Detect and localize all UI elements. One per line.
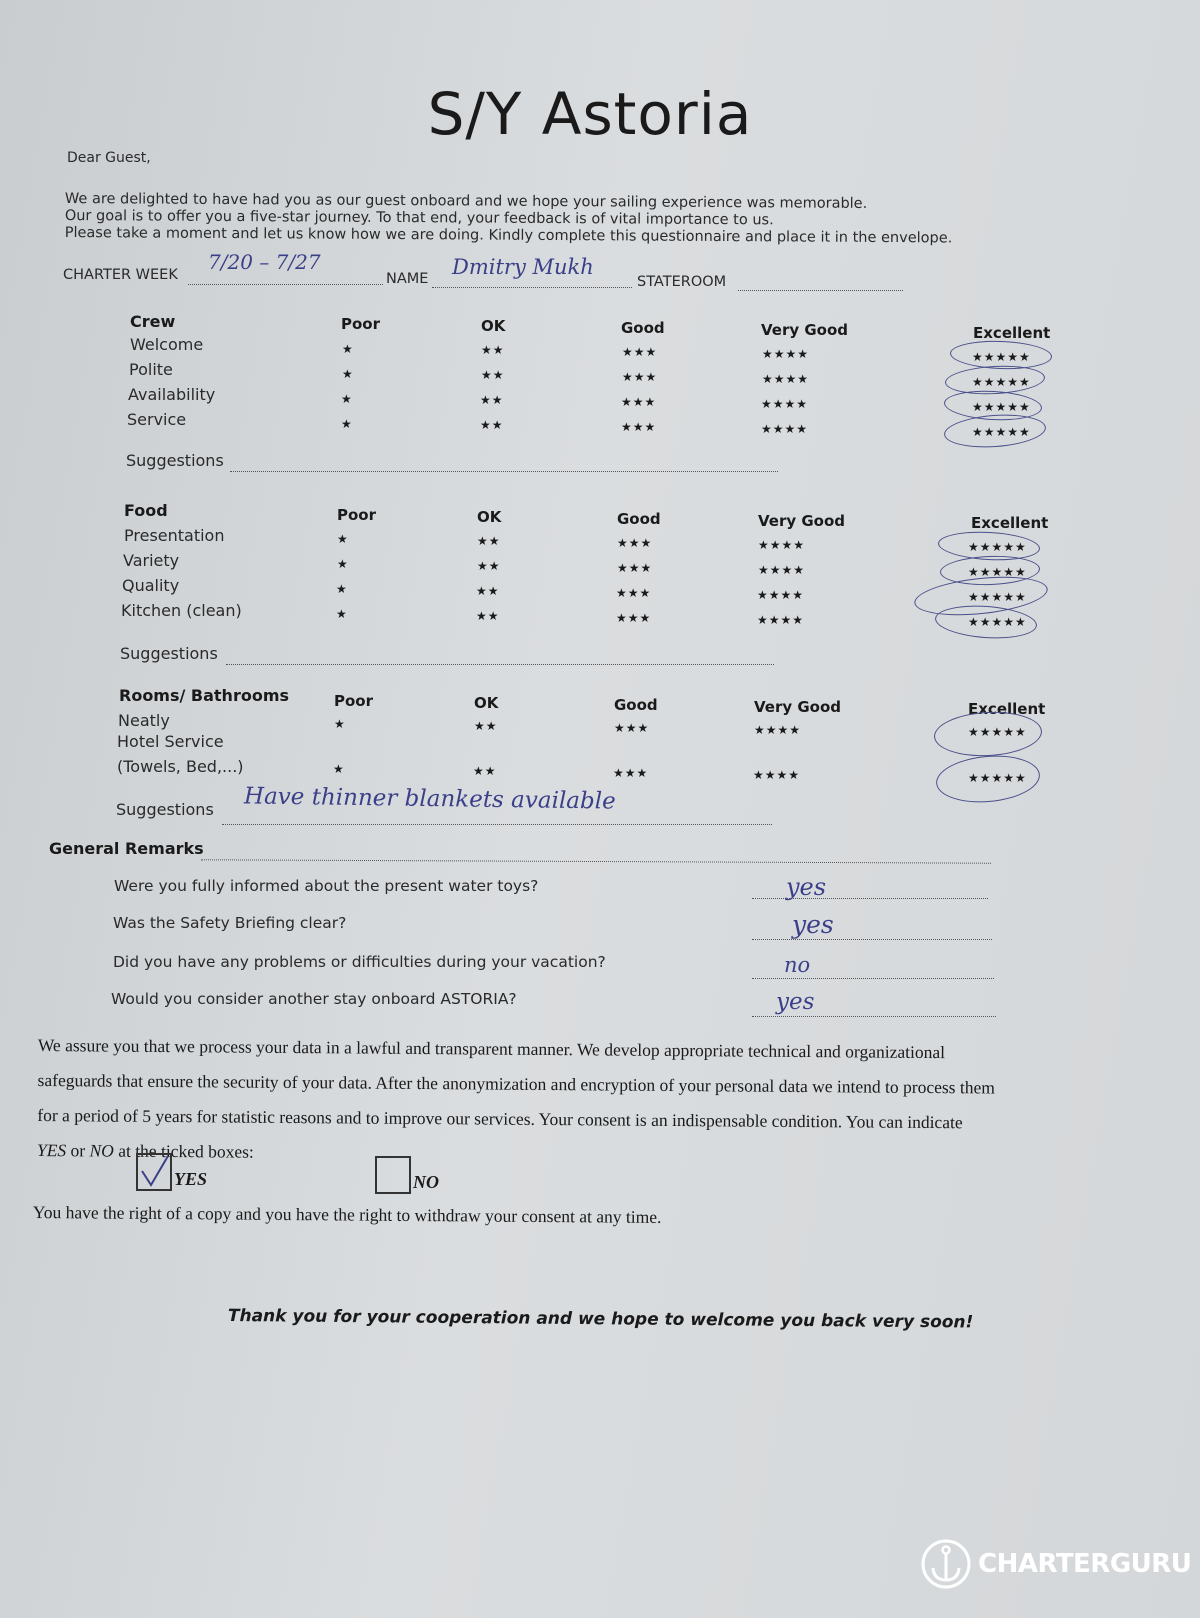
row-label: Neatly: [118, 711, 170, 730]
suggestions-line[interactable]: [230, 471, 778, 472]
rating-good[interactable]: ★★★: [614, 721, 650, 735]
row-label: Polite: [129, 360, 173, 379]
rating-poor[interactable]: ★: [337, 532, 349, 546]
row-label: (Towels, Bed,...): [117, 757, 244, 776]
col-very-good: Very Good: [754, 698, 842, 716]
col-poor: Poor: [337, 506, 377, 524]
rating-poor[interactable]: ★: [337, 557, 349, 571]
rating-poor[interactable]: ★: [342, 342, 354, 356]
rating-good[interactable]: ★★★: [621, 395, 657, 409]
selection-circle: [934, 752, 1042, 807]
rating-very-good[interactable]: ★★★★: [754, 723, 802, 737]
rating-good[interactable]: ★★★: [616, 586, 652, 600]
rating-poor[interactable]: ★: [341, 392, 353, 406]
col-poor: Poor: [341, 315, 381, 333]
col-excellent: Excellent: [968, 700, 1046, 718]
question: Did you have any problems or difficulties during your vacation?: [113, 953, 606, 971]
section-heading: Crew: [130, 312, 176, 331]
rating-good[interactable]: ★★★: [621, 420, 657, 434]
consent-yes-word: YES: [36, 1139, 67, 1161]
col-ok: OK: [481, 317, 506, 335]
section-heading: Rooms/ Bathrooms: [119, 686, 290, 705]
rating-poor[interactable]: ★: [342, 367, 354, 381]
question: Were you fully informed about the present water toys?: [114, 877, 539, 895]
rating-poor[interactable]: ★: [334, 717, 346, 731]
rating-good[interactable]: ★★★: [616, 611, 652, 625]
rating-ok[interactable]: ★★: [474, 719, 498, 733]
rating-excellent[interactable]: ★★★★★: [968, 615, 1027, 629]
rating-good[interactable]: ★★★: [617, 561, 653, 575]
rating-ok[interactable]: ★★: [480, 393, 504, 407]
rating-poor[interactable]: ★: [333, 762, 345, 776]
col-very-good: Very Good: [758, 512, 846, 530]
rating-poor[interactable]: ★: [336, 607, 348, 621]
rating-very-good[interactable]: ★★★★: [758, 538, 806, 552]
page-title: S/Y Astoria: [427, 80, 753, 148]
name-label: NAME: [386, 271, 429, 287]
consent-or-word: or: [70, 1140, 86, 1161]
charter-week-label: CHARTER WEEK: [63, 267, 178, 283]
general-remarks-heading: General Remarks: [49, 839, 204, 858]
answer-handwritten[interactable]: yes: [776, 989, 815, 1015]
charter-week-line: [188, 284, 383, 285]
consent-instruction: at the ticked boxes:: [118, 1140, 254, 1162]
rating-ok[interactable]: ★★: [476, 584, 500, 598]
suggestions-line[interactable]: [226, 664, 774, 665]
row-label: Service: [127, 410, 187, 429]
rating-ok[interactable]: ★★: [476, 609, 500, 623]
checkmark-icon: [138, 1155, 170, 1189]
rating-poor[interactable]: ★: [336, 582, 348, 596]
rating-excellent[interactable]: ★★★★★: [968, 771, 1027, 785]
intro-line: We are delighted to have had you as our guest onboard and we hope your sailing experience was memorable.: [64, 191, 868, 212]
col-good: Good: [614, 696, 658, 714]
rating-excellent[interactable]: ★★★★★: [972, 425, 1031, 439]
rating-ok[interactable]: ★★: [477, 559, 501, 573]
consent-yes-label: YES: [174, 1169, 208, 1189]
selection-circle: [933, 709, 1043, 759]
answer-handwritten[interactable]: no: [784, 953, 811, 977]
charter-week-value[interactable]: 7/20 – 7/27: [208, 250, 321, 274]
intro-line: Our goal is to offer you a five-star journey. To that end, your feedback is of vital importance to us.: [64, 207, 774, 229]
rating-excellent[interactable]: ★★★★★: [968, 540, 1027, 554]
row-label: Quality: [122, 576, 180, 595]
answer-line: [752, 1016, 996, 1017]
rating-ok[interactable]: ★★: [481, 368, 505, 382]
rating-good[interactable]: ★★★: [622, 345, 658, 359]
suggestions-label: Suggestions: [120, 644, 218, 663]
answer-handwritten[interactable]: yes: [792, 910, 834, 939]
rating-good[interactable]: ★★★: [622, 370, 658, 384]
rating-excellent[interactable]: ★★★★★: [968, 565, 1027, 579]
question: Was the Safety Briefing clear?: [113, 914, 347, 932]
answer-line: [752, 978, 994, 979]
consent-no-word: NO: [89, 1140, 114, 1161]
suggestions-line: [222, 824, 772, 825]
question: Would you consider another stay onboard ASTORIA?: [111, 990, 517, 1008]
intro-line: Please take a moment and let us know how we are doing. Kindly complete this questionnaire and place it in the envelope.: [64, 224, 953, 247]
rating-excellent[interactable]: ★★★★★: [968, 725, 1027, 739]
thank-you-text: Thank you for your cooperation and we hope to welcome you back very soon!: [227, 1306, 974, 1333]
selection-circle: [943, 411, 1047, 450]
stateroom-line[interactable]: [738, 290, 903, 291]
row-label: Availability: [128, 385, 216, 404]
col-good: Good: [621, 319, 665, 337]
stateroom-label: STATEROOM: [637, 274, 727, 290]
answer-handwritten[interactable]: yes: [786, 873, 827, 901]
rating-excellent[interactable]: ★★★★★: [972, 400, 1031, 414]
rating-very-good[interactable]: ★★★★: [753, 768, 801, 782]
consent-line: We assure you that we process your data in a lawful and transparent manner. We develop appropriate technical and organizational: [37, 1034, 946, 1063]
withdraw-right-text: You have the right of a copy and you have the right to withdraw your consent at any time.: [32, 1201, 662, 1227]
consent-yes-checkbox[interactable]: [136, 1153, 172, 1191]
rating-ok[interactable]: ★★: [473, 764, 497, 778]
watermark-text: CHARTERGURU: [978, 1549, 1192, 1579]
rating-ok[interactable]: ★★: [481, 343, 505, 357]
greeting: Dear Guest,: [67, 150, 151, 166]
col-good: Good: [617, 510, 661, 528]
rating-very-good[interactable]: ★★★★: [761, 397, 809, 411]
rating-excellent[interactable]: ★★★★★: [972, 375, 1031, 389]
watermark-logo: [920, 1538, 1191, 1590]
rating-excellent[interactable]: ★★★★★: [968, 590, 1027, 604]
rating-poor[interactable]: ★: [341, 417, 353, 431]
rating-very-good[interactable]: ★★★★: [761, 422, 809, 436]
consent-no-label: NO: [413, 1172, 439, 1192]
section-heading: Food: [124, 501, 168, 520]
intro-text: [65, 191, 953, 247]
col-ok: OK: [474, 694, 499, 712]
row-label: Hotel Service: [117, 732, 224, 751]
suggestion-handwritten[interactable]: Have thinner blankets available: [243, 783, 616, 815]
anchor-icon: [920, 1538, 972, 1590]
consent-line: safeguards that ensure the security of your data. After the anonymization and encryption of your personal data we intend to process them: [37, 1069, 995, 1098]
selection-circle: [934, 602, 1038, 641]
consent-no-checkbox[interactable]: [375, 1156, 411, 1194]
col-excellent: Excellent: [971, 514, 1049, 532]
row-label: Kitchen (clean): [121, 601, 242, 620]
rating-very-good[interactable]: ★★★★: [757, 588, 805, 602]
rating-good[interactable]: ★★★: [613, 766, 649, 780]
general-remarks-line[interactable]: [201, 859, 991, 863]
col-poor: Poor: [334, 692, 374, 710]
consent-line: for a period of 5 years for statistic reasons and to improve our services. Your consent is an indispensable condition. You can indicate: [37, 1104, 963, 1133]
answer-line: [752, 939, 992, 940]
row-label: Variety: [123, 551, 180, 570]
consent-text: [37, 1028, 995, 1176]
suggestions-label: Suggestions: [126, 451, 224, 470]
rating-good[interactable]: ★★★: [617, 536, 653, 550]
rating-very-good[interactable]: ★★★★: [762, 347, 810, 361]
row-label: Welcome: [130, 335, 204, 354]
suggestions-label: Suggestions: [116, 800, 214, 819]
rating-very-good[interactable]: ★★★★: [762, 372, 810, 386]
col-excellent: Excellent: [973, 324, 1051, 342]
name-line: [432, 287, 632, 288]
col-very-good: Very Good: [761, 321, 849, 339]
rating-excellent[interactable]: ★★★★★: [972, 350, 1031, 364]
rating-very-good[interactable]: ★★★★: [757, 613, 805, 627]
rating-very-good[interactable]: ★★★★: [758, 563, 806, 577]
row-label: Presentation: [124, 526, 225, 545]
name-value[interactable]: Dmitry Mukh: [452, 255, 594, 279]
col-ok: OK: [477, 508, 502, 526]
rating-ok[interactable]: ★★: [480, 418, 504, 432]
rating-ok[interactable]: ★★: [477, 534, 501, 548]
